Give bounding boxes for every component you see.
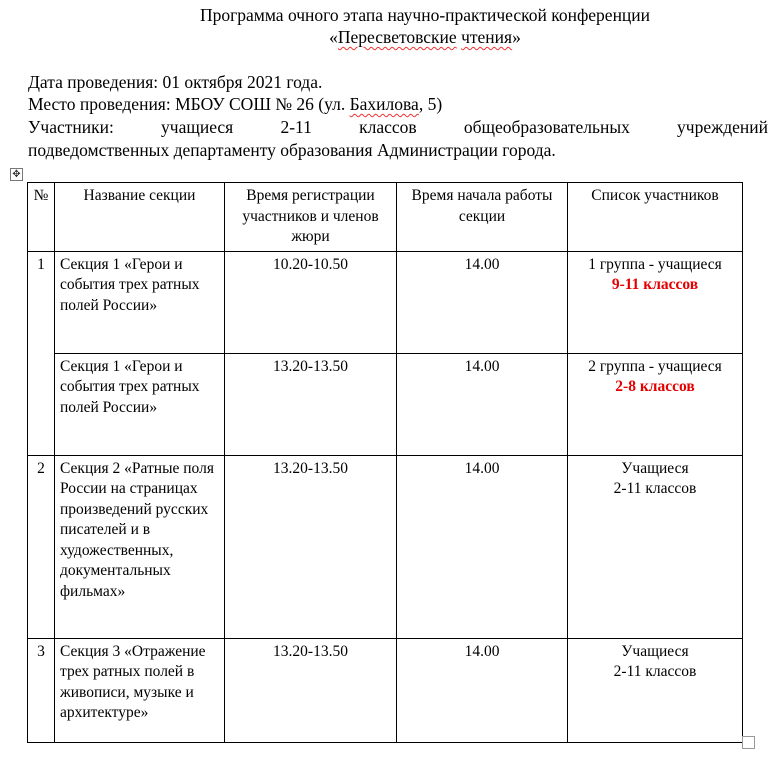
cell-participants <box>568 455 743 638</box>
place-suffix: , 5) <box>418 94 443 114</box>
cell-participants <box>568 251 743 353</box>
participants-grades: 2-11 классов <box>613 663 697 680</box>
participants-word: классов <box>359 117 417 137</box>
event-date: Дата проведения: 01 октября 2021 года. <box>28 72 323 92</box>
spellcheck-word-peresvetovskie: Пересветовские <box>337 27 457 47</box>
participants-word: учреждений <box>677 117 768 137</box>
participants-line1 <box>28 116 768 138</box>
table-row <box>28 353 743 455</box>
table-header-row <box>28 183 743 252</box>
header-participants-list: Список участников <box>568 183 743 252</box>
table-resize-handle[interactable] <box>742 736 755 749</box>
cell-registration-time: 13.20-13.50 <box>225 455 397 638</box>
document-title-line2 <box>0 26 771 48</box>
participants-word: общеобразовательных <box>463 117 630 137</box>
cell-participants <box>568 638 743 742</box>
header-section-name: Название секции <box>55 183 225 252</box>
participants-word: учащиеся <box>161 117 234 137</box>
cell-start-time: 14.00 <box>397 353 568 455</box>
header-number: № <box>28 183 55 252</box>
participants-group: 1 группа - учащиеся <box>588 255 722 273</box>
cell-start-time: 14.00 <box>397 455 568 638</box>
cell-section-name: Секция 2 «Ратные поля России на страницах произведений русских писателей и в художественных, документальных фильмах» <box>55 455 225 638</box>
participants-grades-highlight: 9-11 классов <box>611 276 699 293</box>
table-move-handle-icon[interactable]: ✥ <box>10 168 23 181</box>
participants-group: Учащиеся <box>621 642 689 660</box>
table-row <box>28 251 743 353</box>
event-place <box>28 93 442 115</box>
spellcheck-word-chteniya: чтения <box>461 27 513 47</box>
table-row <box>28 455 743 638</box>
cell-start-time: 14.00 <box>397 638 568 742</box>
document-title-line1: Программа очного этапа научно-практической конференции <box>199 5 651 25</box>
cell-number: 2 <box>28 455 55 638</box>
participants-group: 2 группа - учащиеся <box>588 357 722 375</box>
title-quote-open: « <box>329 27 338 47</box>
cell-start-time: 14.00 <box>397 251 568 353</box>
participants-line2: подведомственных департаменту образования Администрации города. <box>28 140 556 160</box>
title-quote-close: » <box>512 27 521 47</box>
sections-table <box>27 182 743 743</box>
cell-section-name: Секция 3 «Отражение трех ратных полей в живописи, музыке и архитектуре» <box>55 638 225 742</box>
table-row <box>28 638 743 742</box>
participants-group: Учащиеся <box>621 459 689 477</box>
participants-word: Участники: <box>28 117 114 137</box>
cell-number: 3 <box>28 638 55 742</box>
participants-word: 2-11 <box>280 117 312 137</box>
participants-grades: 2-11 классов <box>613 480 697 497</box>
cell-participants <box>568 353 743 455</box>
cell-registration-time: 13.20-13.50 <box>225 353 397 455</box>
spellcheck-word-street: Бахилова <box>349 94 419 114</box>
cell-registration-time: 13.20-13.50 <box>225 638 397 742</box>
participants-grades-highlight: 2-8 классов <box>615 378 695 395</box>
cell-section-name: Секция 1 «Герои и события трех ратных полей России» <box>55 251 225 353</box>
cell-number: 1 <box>28 251 55 455</box>
cell-section-name: Секция 1 «Герои и события трех ратных полей России» <box>55 353 225 455</box>
header-registration-time: Время регистрации участников и членов жюри <box>225 183 397 252</box>
place-prefix: Место проведения: МБОУ СОШ № 26 (ул. <box>28 94 350 114</box>
header-start-time: Время начала работы секции <box>397 183 568 252</box>
cell-registration-time: 10.20-10.50 <box>225 251 397 353</box>
